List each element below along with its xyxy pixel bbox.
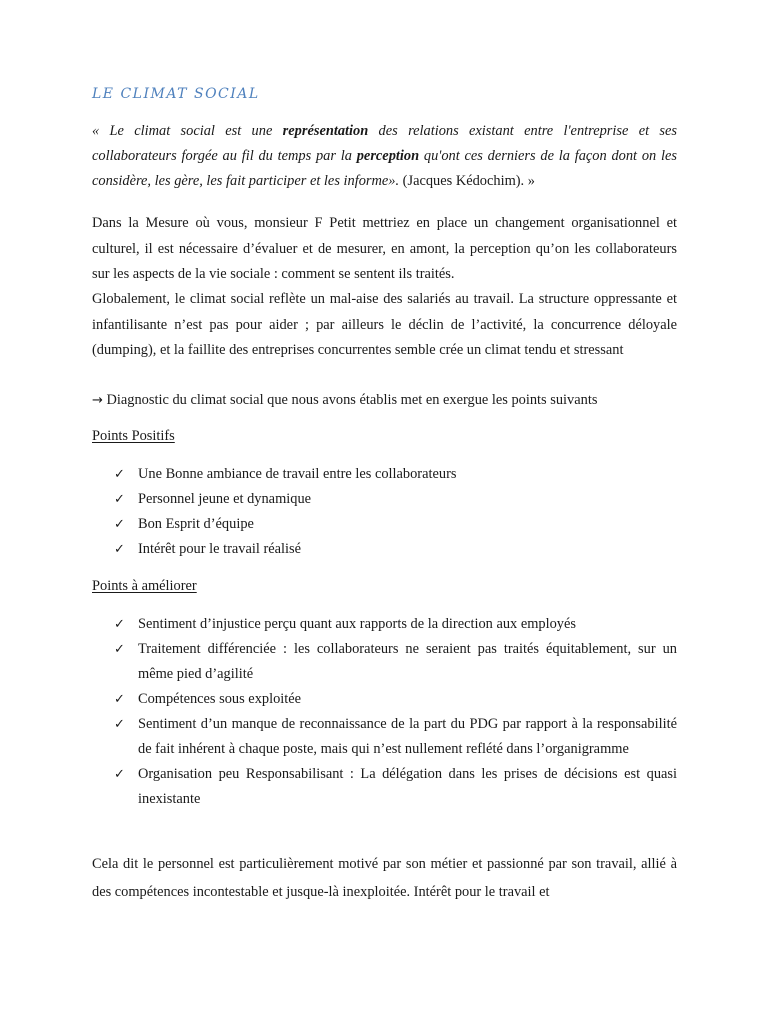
improvement-points-list [92,612,677,812]
paragraph-context: Dans la Mesure où vous, monsieur F Petit mettriez en place un changement organisationnel et culturel, il est nécessaire d’évaluer et de mesurer, en amont, la perception qu’on les collaborateurs sur les aspects de la vie sociale : comment se sentent ils traités. [92,215,677,282]
list-item: ✓ Sentiment d’injustice perçu quant aux rapports de la direction aux employés [92,612,677,637]
diagnostic-text: Diagnostic du climat social que nous avons établis met en exergue les points suivants [102,392,598,408]
list-item: ✓ Traitement différenciée : les collaborateurs ne seraient pas traités équitablement, sur un même pied d’agilité [92,637,677,687]
quote-open: « Le climat social est une [92,123,283,139]
checkmark-icon: ✓ [114,767,125,782]
heading-points-positifs: Points Positifs [92,428,175,444]
list-item: ✓ Sentiment d’un manque de reconnaissance de la part du PDG par rapport à la responsabilité de fait inhérent à chaque poste, mais qui n’est nullement reflété dans l’organigramme [92,712,677,762]
list-item: ✓ Intérêt pour le travail réalisé [92,537,677,562]
paragraph-conclusion: Cela dit le personnel est particulièrement motivé par son métier et passionné par son travail, allié à des compétences incontestable et jusque-là inexploitée. Intérêt pour le travail et [92,856,677,900]
quote-bold-perception: perception [356,148,420,164]
checkmark-icon: ✓ [114,467,125,482]
quote-middle-1: des relations existant entre l'entreprise et ses collaborateurs forgée au fil du temps par la [92,123,677,164]
checkmark-icon: ✓ [114,492,125,507]
intro-quote [92,119,677,194]
quote-middle-2: qu'ont ces derniers de la façon dont on les considère, les gère, les fait participer et les informe». [92,148,677,189]
checkmark-icon: ✓ [114,642,125,657]
diagnostic-line [92,388,597,413]
list-item: ✓ Une Bonne ambiance de travail entre les collaborateurs [92,462,677,487]
checkmark-icon: ✓ [114,717,125,732]
checkmark-icon: ✓ [114,542,125,557]
list-item: ✓ Organisation peu Responsabilisant : La délégation dans les prises de décisions est quasi inexistante [92,762,677,812]
quote-attribution: (Jacques Kédochim). » [399,173,535,189]
list-item: ✓ Compétences sous exploitée [92,687,677,712]
paragraph-overview: Globalement, le climat social reflète un mal-aise des salariés au travail. La structure oppressante et infantilisante n’est pas pour aider ; par ailleurs le déclin de l’activité, la concurrence déloyale (dumping), et la faillite des entreprises concurrentes semble crée un climat tendu et stressant [92,291,677,358]
document-title: LE CLIMAT SOCIAL [92,86,260,102]
list-item: ✓ Bon Esprit d’équipe [92,512,677,537]
checkmark-icon: ✓ [114,692,125,707]
list-item: ✓ Personnel jeune et dynamique [92,487,677,512]
right-arrow-icon: → [92,393,103,408]
quote-bold-representation: représentation [282,123,369,139]
checkmark-icon: ✓ [114,517,125,532]
heading-points-a-ameliorer: Points à améliorer [92,578,197,594]
positive-points-list [92,462,677,562]
checkmark-icon: ✓ [114,617,125,632]
